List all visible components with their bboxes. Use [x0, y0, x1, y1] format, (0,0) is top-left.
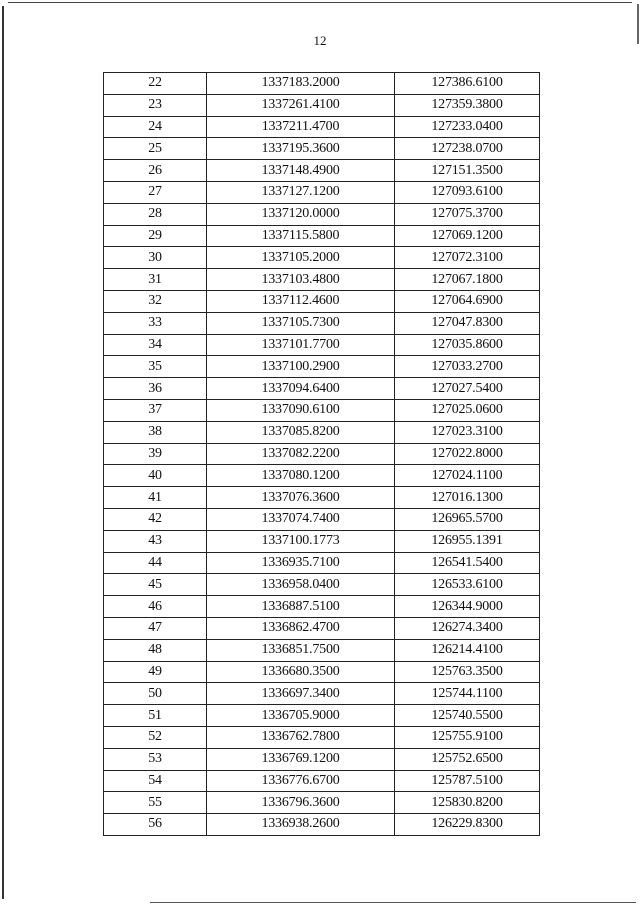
x-coordinate-cell: 1336762.7800	[207, 726, 395, 748]
point-number-cell: 37	[104, 399, 207, 421]
table-row	[104, 138, 540, 160]
scan-edge-left	[2, 6, 4, 899]
table-row	[104, 269, 540, 291]
point-number-cell: 56	[104, 814, 207, 836]
y-coordinate-cell: 127027.5400	[395, 378, 540, 400]
x-coordinate-cell: 1337101.7700	[207, 334, 395, 356]
table-row	[104, 574, 540, 596]
table-row	[104, 596, 540, 618]
point-number-cell: 33	[104, 312, 207, 334]
x-coordinate-cell: 1337082.2200	[207, 443, 395, 465]
page-number: 12	[313, 33, 327, 48]
y-coordinate-cell: 126344.9000	[395, 596, 540, 618]
point-number-cell: 53	[104, 748, 207, 770]
y-coordinate-cell: 127023.3100	[395, 421, 540, 443]
point-number-cell: 38	[104, 421, 207, 443]
x-coordinate-cell: 1337100.1773	[207, 530, 395, 552]
table-row	[104, 421, 540, 443]
table-row	[104, 705, 540, 727]
y-coordinate-cell: 127069.1200	[395, 225, 540, 247]
y-coordinate-cell: 127072.3100	[395, 247, 540, 269]
y-coordinate-cell: 125744.1100	[395, 683, 540, 705]
x-coordinate-cell: 1336862.4700	[207, 617, 395, 639]
y-coordinate-cell: 126965.5700	[395, 508, 540, 530]
y-coordinate-cell: 126955.1391	[395, 530, 540, 552]
x-coordinate-cell: 1336938.2600	[207, 814, 395, 836]
point-number-cell: 39	[104, 443, 207, 465]
table-row	[104, 748, 540, 770]
x-coordinate-cell: 1337094.6400	[207, 378, 395, 400]
point-number-cell: 29	[104, 225, 207, 247]
y-coordinate-cell: 127386.6100	[395, 73, 540, 95]
x-coordinate-cell: 1337148.4900	[207, 160, 395, 182]
table-row	[104, 203, 540, 225]
point-number-cell: 27	[104, 181, 207, 203]
table-row	[104, 378, 540, 400]
y-coordinate-cell: 127024.1100	[395, 465, 540, 487]
y-coordinate-cell: 127233.0400	[395, 116, 540, 138]
y-coordinate-cell: 127075.3700	[395, 203, 540, 225]
y-coordinate-cell: 127025.0600	[395, 399, 540, 421]
y-coordinate-cell: 127033.2700	[395, 356, 540, 378]
table-row	[104, 247, 540, 269]
point-number-cell: 30	[104, 247, 207, 269]
table-row	[104, 160, 540, 182]
table-row	[104, 792, 540, 814]
x-coordinate-cell: 1337085.8200	[207, 421, 395, 443]
y-coordinate-cell: 127093.6100	[395, 181, 540, 203]
x-coordinate-cell: 1337261.4100	[207, 94, 395, 116]
x-coordinate-cell: 1337090.6100	[207, 399, 395, 421]
x-coordinate-cell: 1337183.2000	[207, 73, 395, 95]
point-number-cell: 44	[104, 552, 207, 574]
y-coordinate-cell: 125740.5500	[395, 705, 540, 727]
x-coordinate-cell: 1337105.7300	[207, 312, 395, 334]
table-row	[104, 94, 540, 116]
point-number-cell: 22	[104, 73, 207, 95]
x-coordinate-cell: 1337074.7400	[207, 508, 395, 530]
point-number-cell: 42	[104, 508, 207, 530]
x-coordinate-cell: 1337195.3600	[207, 138, 395, 160]
table-row	[104, 639, 540, 661]
point-number-cell: 49	[104, 661, 207, 683]
point-number-cell: 48	[104, 639, 207, 661]
point-number-cell: 41	[104, 487, 207, 509]
point-number-cell: 52	[104, 726, 207, 748]
x-coordinate-cell: 1337105.2000	[207, 247, 395, 269]
coordinates-table-body	[104, 73, 540, 836]
x-coordinate-cell: 1337076.3600	[207, 487, 395, 509]
table-row	[104, 726, 540, 748]
table-row	[104, 443, 540, 465]
point-number-cell: 24	[104, 116, 207, 138]
y-coordinate-cell: 127016.1300	[395, 487, 540, 509]
y-coordinate-cell: 125755.9100	[395, 726, 540, 748]
table-row	[104, 181, 540, 203]
point-number-cell: 50	[104, 683, 207, 705]
y-coordinate-cell: 127064.6900	[395, 290, 540, 312]
y-coordinate-cell: 125752.6500	[395, 748, 540, 770]
y-coordinate-cell: 126541.5400	[395, 552, 540, 574]
point-number-cell: 46	[104, 596, 207, 618]
table-row	[104, 617, 540, 639]
table-row	[104, 225, 540, 247]
point-number-cell: 45	[104, 574, 207, 596]
table-row	[104, 814, 540, 836]
point-number-cell: 51	[104, 705, 207, 727]
table-row	[104, 770, 540, 792]
x-coordinate-cell: 1336697.3400	[207, 683, 395, 705]
x-coordinate-cell: 1336796.3600	[207, 792, 395, 814]
table-row	[104, 508, 540, 530]
point-number-cell: 25	[104, 138, 207, 160]
scan-edge-bottom	[150, 902, 636, 903]
x-coordinate-cell: 1337080.1200	[207, 465, 395, 487]
table-row	[104, 487, 540, 509]
y-coordinate-cell: 125830.8200	[395, 792, 540, 814]
table-row	[104, 312, 540, 334]
point-number-cell: 26	[104, 160, 207, 182]
x-coordinate-cell: 1336769.1200	[207, 748, 395, 770]
point-number-cell: 34	[104, 334, 207, 356]
table-row	[104, 399, 540, 421]
y-coordinate-cell: 127359.3800	[395, 94, 540, 116]
table-row	[104, 465, 540, 487]
point-number-cell: 32	[104, 290, 207, 312]
table-row	[104, 530, 540, 552]
x-coordinate-cell: 1336958.0400	[207, 574, 395, 596]
table-row	[104, 661, 540, 683]
coordinates-table	[103, 72, 540, 836]
x-coordinate-cell: 1336680.3500	[207, 661, 395, 683]
y-coordinate-cell: 127047.8300	[395, 312, 540, 334]
x-coordinate-cell: 1337115.5800	[207, 225, 395, 247]
x-coordinate-cell: 1336705.9000	[207, 705, 395, 727]
table-row	[104, 356, 540, 378]
x-coordinate-cell: 1337211.4700	[207, 116, 395, 138]
x-coordinate-cell: 1337127.1200	[207, 181, 395, 203]
point-number-cell: 54	[104, 770, 207, 792]
x-coordinate-cell: 1336851.7500	[207, 639, 395, 661]
y-coordinate-cell: 126229.8300	[395, 814, 540, 836]
y-coordinate-cell: 126214.4100	[395, 639, 540, 661]
y-coordinate-cell: 127035.8600	[395, 334, 540, 356]
y-coordinate-cell: 125787.5100	[395, 770, 540, 792]
x-coordinate-cell: 1337103.4800	[207, 269, 395, 291]
point-number-cell: 31	[104, 269, 207, 291]
table-row	[104, 552, 540, 574]
table-row	[104, 334, 540, 356]
y-coordinate-cell: 127238.0700	[395, 138, 540, 160]
y-coordinate-cell: 127067.1800	[395, 269, 540, 291]
point-number-cell: 35	[104, 356, 207, 378]
point-number-cell: 28	[104, 203, 207, 225]
x-coordinate-cell: 1337112.4600	[207, 290, 395, 312]
table-row	[104, 683, 540, 705]
point-number-cell: 40	[104, 465, 207, 487]
point-number-cell: 43	[104, 530, 207, 552]
y-coordinate-cell: 126533.6100	[395, 574, 540, 596]
x-coordinate-cell: 1336935.7100	[207, 552, 395, 574]
scan-edge-top	[8, 2, 632, 3]
table-row	[104, 73, 540, 95]
x-coordinate-cell: 1337120.0000	[207, 203, 395, 225]
point-number-cell: 36	[104, 378, 207, 400]
point-number-cell: 55	[104, 792, 207, 814]
y-coordinate-cell: 127151.3500	[395, 160, 540, 182]
y-coordinate-cell: 125763.3500	[395, 661, 540, 683]
table-row	[104, 116, 540, 138]
table-row	[104, 290, 540, 312]
x-coordinate-cell: 1336887.5100	[207, 596, 395, 618]
y-coordinate-cell: 126274.3400	[395, 617, 540, 639]
x-coordinate-cell: 1336776.6700	[207, 770, 395, 792]
y-coordinate-cell: 127022.8000	[395, 443, 540, 465]
x-coordinate-cell: 1337100.2900	[207, 356, 395, 378]
point-number-cell: 23	[104, 94, 207, 116]
point-number-cell: 47	[104, 617, 207, 639]
